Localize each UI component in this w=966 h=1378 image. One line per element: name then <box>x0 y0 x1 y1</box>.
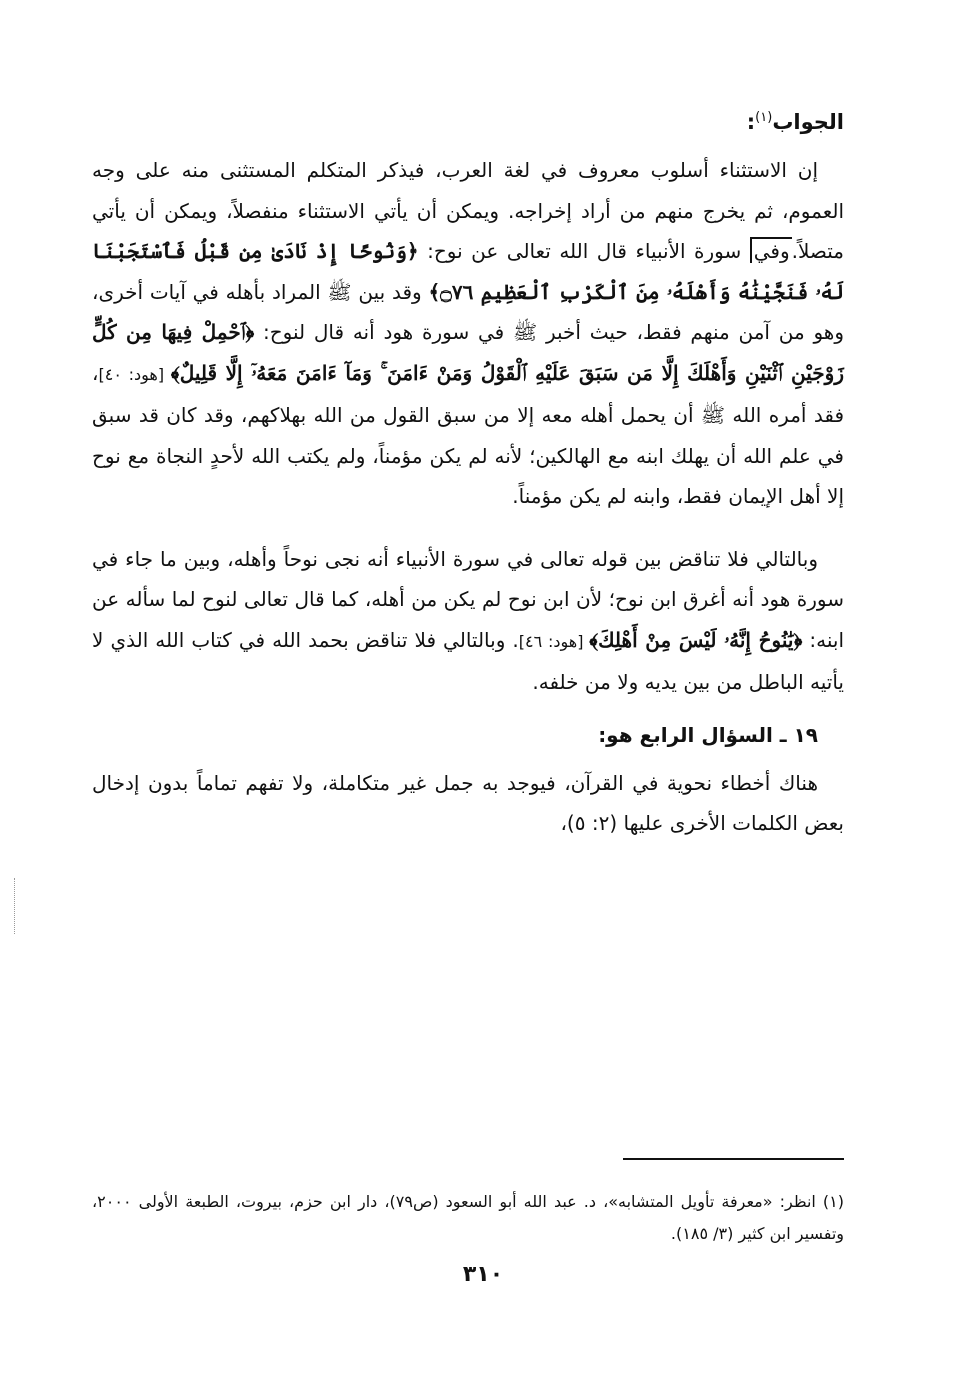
paragraph-2 <box>92 539 844 703</box>
paragraph-1 <box>92 150 844 517</box>
paragraph-1-part-4: ، فقد أمره الله ﷺ أن يحمل أهله معه إلا من سبق القول من الله بهلاكهم، وقد كان قد سبق في علم الله أن يهلك ابنه مع الهالكين؛ لأنه لم يكن مؤمناً، ولم يكتب الله لأحدٍ النجاة مع نوح إلا أهل الإيمان فقط، وابنه لم يكن مؤمناً. <box>92 360 844 508</box>
quran-verse-1: ﴿وَنُوحًا إِذْ نَادَىٰ مِن قَبْلُ فَٱسْتَجَبْنَا لَهُۥ فَنَجَّيْنَٰهُ وَأَهْلَهُۥ مِنَ ٱلْكَرْبِ ٱلْعَظِيمِ ۝٧٦﴾ <box>92 239 844 304</box>
verse-reference-1: [هود: ٤٠] <box>98 364 171 384</box>
answer-heading-text: الجواب <box>772 110 844 134</box>
paragraph-gap <box>92 517 844 539</box>
verse-reference-2: [هود: ٤٦] <box>518 631 590 651</box>
footnote-mark: (١) <box>755 110 773 125</box>
page-number: ٣١٠ <box>462 1262 504 1287</box>
paragraph-1-part-2: سورة الأنبياء قال الله تعالى عن نوح: <box>418 239 750 263</box>
paragraph-1-part-3: وقد بين ﷺ المراد بأهله في آيات أخرى، وهو من آمن منهم فقط، حيث أخبر ﷺ في سورة هود أنه قال لنوح: <box>92 279 845 344</box>
boxed-word: وفي <box>750 237 792 263</box>
quran-verse-3: ﴿يَٰنُوحُ إِنَّهُۥ لَيْسَ مِنْ أَهْلِكَ﴾ <box>589 627 803 652</box>
quran-verse-2: ﴿ٱحْمِلْ فِيهَا مِن كُلٍّ زَوْجَيْنِ ٱثْنَيْنِ وَأَهْلَكَ إِلَّا مَن سَبَقَ عَلَيْهِ ٱلْقَوْلُ وَمَنْ ءَامَنَ ۚ وَمَآ ءَامَنَ مَعَهُۥٓ إِلَّا قَلِيلٌ﴾ <box>92 320 844 385</box>
question-heading: ١٩ ـ السؤال الرابع هو: <box>598 722 818 747</box>
paragraph-3: هناك أخطاء نحوية في القرآن، فيوجد به جمل غير متكاملة، ولا تفهم تماماً بدون إدخال بعض الكلمات الأخرى عليها (٢: ٥)، <box>92 770 844 835</box>
answer-heading-colon: : <box>746 110 756 134</box>
paragraph-2-part-1: وبالتالي فلا تناقض بين قوله تعالى في سورة الأنبياء أنه نجى نوحاً وأهله، وبين ما جاء في سورة هود أنه أغرق ابن نوح؛ لأن ابن نوح لم يكن من أهله، كما قال تعالى لنوح لما سأله عن ابنه: <box>92 546 845 652</box>
paragraph-2-part-2: . وبالتالي فلا تناقض بحمد الله في كتاب الله الذي لا يأتيه الباطل من بين يديه ولا من خلفه. <box>92 627 844 694</box>
footnote-divider <box>623 1158 844 1160</box>
scan-artifact <box>14 878 17 934</box>
paragraph-1-part-1: إن الاستثناء أسلوب معروف في لغة العرب، فيذكر المتكلم المستثنى منه على وجه العموم، ثم يخرج منهم من أراد إخراجه. ويمكن أن يأتي الاستثناء منفصلاً، ويمكن أن يأتي متصلاً. <box>92 158 845 263</box>
footnote: (١) انظر: «معرفة تأويل المتشابه»، د. عبد الله أبو السعود (ص٧٩)، دار ابن حزم، بيروت، الطبعة الأولى ٢٠٠٠، وتفسير ابن كثير (٣/ ١٨٥). <box>92 1192 845 1243</box>
page-body <box>92 100 844 844</box>
answer-heading <box>92 100 844 140</box>
